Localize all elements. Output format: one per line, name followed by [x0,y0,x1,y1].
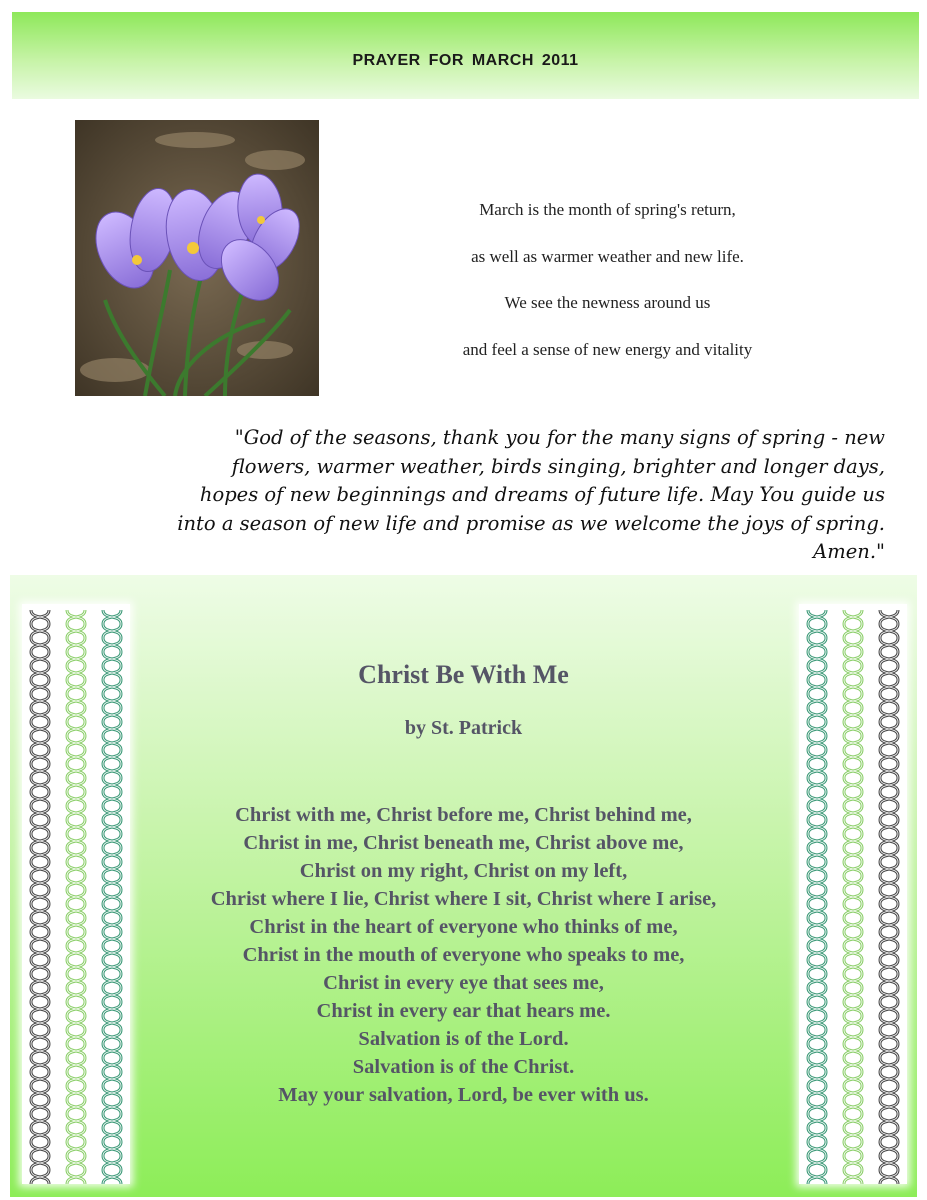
poem-line: May your salvation, Lord, be ever with us. [278,1084,649,1106]
prayer-line: "God of the seasons, thank you for the many signs of spring - new [234,426,885,449]
crocus-illustration [75,120,319,396]
poem-author: by St. Patrick [404,717,523,739]
poem-line: Christ in every ear that hears me. [316,1000,611,1022]
poem-title: Christ Be With Me [358,660,569,689]
poem-line: Christ in me, Christ beneath me, Christ above me, [243,832,684,854]
intro-line: and feel a sense of new energy and vitality [462,339,753,359]
intro-line: as well as warmer weather and new life. [471,246,744,266]
prayer-line: flowers, warmer weather, birds singing, brighter and longer days, [231,454,885,478]
intro-line: We see the newness around us [504,293,711,312]
crocus-photo [75,120,319,396]
prayer-line: into a season of new life and promise as we welcome the joys of spring. [177,511,885,535]
poem-line: Christ with me, Christ before me, Christ behind me, [235,804,692,826]
prayer-line: Amen." [813,540,885,563]
intro-line: March is the month of spring's return, [479,200,736,219]
poem-line: Christ in the heart of everyone who thinks of me, [249,916,678,938]
prayer-line: hopes of new beginnings and dreams of future life. May You guide us [199,483,885,506]
poem-line: Christ in every eye that sees me, [323,972,604,994]
poem-line: Christ on my right, Christ on my left, [299,860,628,882]
header-band [12,12,919,99]
poem-line: Christ where I lie, Christ where I sit, Christ where I arise, [210,888,717,910]
poem-line: Salvation is of the Lord. [358,1028,569,1050]
poem-line: Christ in the mouth of everyone who speaks to me, [242,944,685,966]
poem-body [0,801,927,1109]
intro-text [380,200,835,386]
page-title: PRAYER FOR MARCH 2011 [352,52,579,69]
prayer-quote [45,424,885,567]
poem-line: Salvation is of the Christ. [352,1056,575,1078]
